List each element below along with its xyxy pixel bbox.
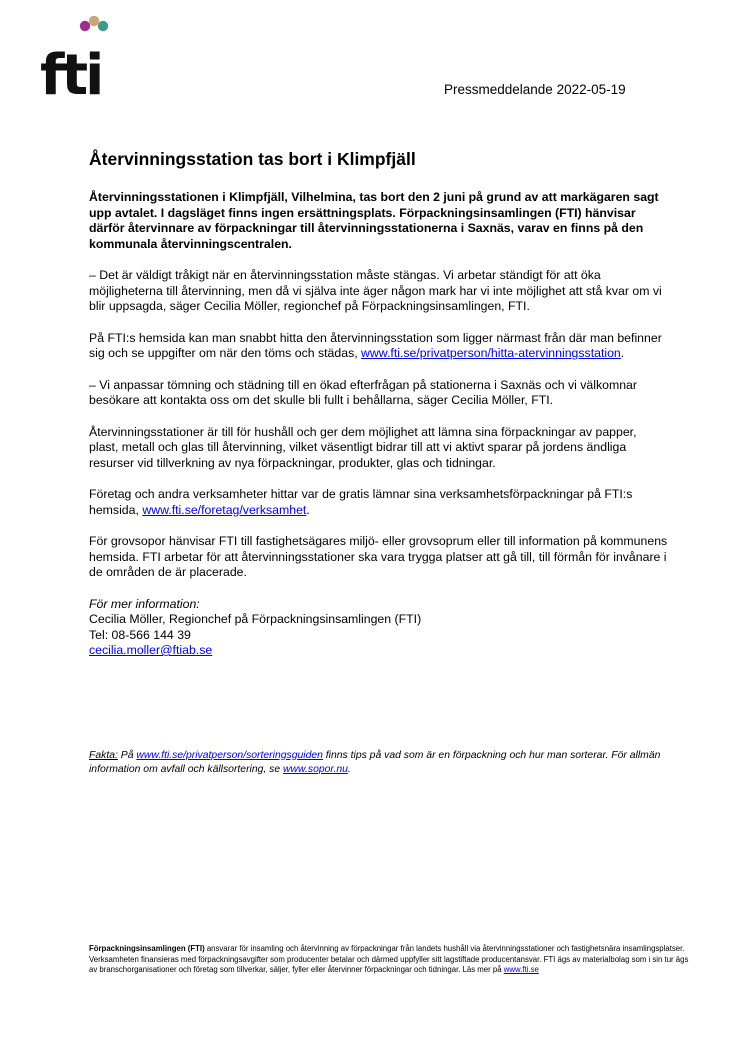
logo-dot-purple — [80, 21, 90, 31]
paragraph-quote-2: – Vi anpassar tömning och städning till en ökad efterfrågan på stationerna i Saxnäs och vi välkomnar besökare att kontakta oss om det skulle bli fullt i behållarna, säger Cecilia Möller, FTI. — [89, 377, 637, 407]
facts-text-1: På — [117, 749, 137, 761]
paragraph-quote-1: – Det är väldigt tråkigt när en återvinningsstation måste stängas. Vi arbetar ständigt för att öka möjligheterna till återvinning, men då vi själva inte äger någon mark har vi inte möjlighet att stå kvar om vi blir uppsagda, säger Cecilia Möller, regionchef på Förpackningsinsamlingen, FTI. — [89, 268, 662, 313]
sopor-link[interactable]: www.sopor.nu — [283, 763, 348, 775]
paragraph-business-text: Företag och andra verksamheter hittar var de gratis lämnar sina verksamhetsförpackningar på FTI:s hemsida, — [89, 487, 633, 517]
business-link[interactable]: www.fti.se/foretag/verksamhet — [142, 502, 307, 517]
facts-block — [89, 749, 669, 777]
fti-logo — [40, 16, 122, 98]
article-lead: Återvinningsstationen i Klimpfjäll, Vilhelmina, tas bort den 2 juni på grund av att markägaren sagt upp avtalet. I dagsläget finns ingen ersättningsplats. Förpackningsinsamlingen (FTI) hänvisar därför återvinnare av förpackningar till återvinningsstationerna i Saxnäs, varav en finns på den kommunala återvinningscentralen. — [89, 190, 659, 251]
logo-text: fti — [40, 43, 102, 98]
contact-label: För mer information: — [89, 596, 200, 611]
footer-link[interactable]: www.fti.se — [503, 965, 539, 974]
paragraph-website-text: På FTI:s hemsida kan man snabbt hitta den återvinningsstation som ligger närmast från där man befinner sig och se uppgifter om när den töms och städas, — [89, 330, 662, 360]
contact-name: Cecilia Möller, Regionchef på Förpackningsinsamlingen (FTI) — [89, 612, 422, 626]
paragraph-bulky-waste: För grovsopor hänvisar FTI till fastighetsägares miljö- eller grovsoprum eller till information på kommunens hemsida. FTI arbetar för att återvinningsstationer ska vara trygga platser att gå till, till förmån för invånare i de områden de är placerade. — [89, 534, 668, 579]
press-release-date: Pressmeddelande 2022-05-19 — [444, 82, 626, 97]
logo-dot-teal — [98, 21, 108, 31]
facts-key: Fakta: — [89, 749, 118, 761]
contact-block — [89, 597, 669, 659]
paragraph-website-end: . — [620, 346, 625, 360]
footer-text: ansvarar för insamling och återvinning av förpackningar från landets hushåll via återvinningsstationer och fastighetsnära insamlingsplatser. Verksamheten finansieras med förpackningsavgifter som producenter betalar och därmed uppfyller sitt lagstiftade producentansvar. FTI ägs av materialbolag som i sin tur ägs av branschorganisationer och företag som tillverkar, säljer, fyller eller återvinner förpackningar och tidningar. Läs mer på — [89, 944, 689, 974]
paragraph-business — [89, 487, 669, 518]
station-finder-link[interactable]: www.fti.se/privatperson/hitta-atervinningsstation — [361, 346, 621, 360]
footer — [89, 944, 689, 976]
article-title: Återvinningsstation tas bort i Klimpfjäll — [89, 149, 416, 169]
facts-text-2: finns tips på vad som är en förpackning och hur man sorterar. För allmän information om avfall och källsortering, se — [89, 749, 661, 775]
contact-email-link[interactable]: cecilia.moller@ftiab.se — [89, 643, 213, 657]
sorting-guide-link[interactable]: www.fti.se/privatperson/sorteringsguiden — [136, 749, 323, 761]
footer-org: Förpackningsinsamlingen (FTI) — [89, 944, 205, 953]
paragraph-business-end: . — [306, 502, 310, 517]
paragraph-stations: Återvinningsstationer är till för hushåll och ger dem möjlighet att lämna sina förpackningar av papper, plast, metall och glas till återvinning, vilket väsentligt bidrar till att vi aktivt sparar på jordens ändliga resurser vid tillverkning av nya förpackningar, produkter, glas och tidningar. — [89, 424, 637, 470]
facts-text-3: . — [347, 763, 351, 775]
article — [89, 148, 669, 777]
paragraph-website — [89, 331, 669, 362]
logo-dot-beige — [89, 16, 99, 26]
contact-phone: Tel: 08-566 144 39 — [89, 627, 191, 642]
